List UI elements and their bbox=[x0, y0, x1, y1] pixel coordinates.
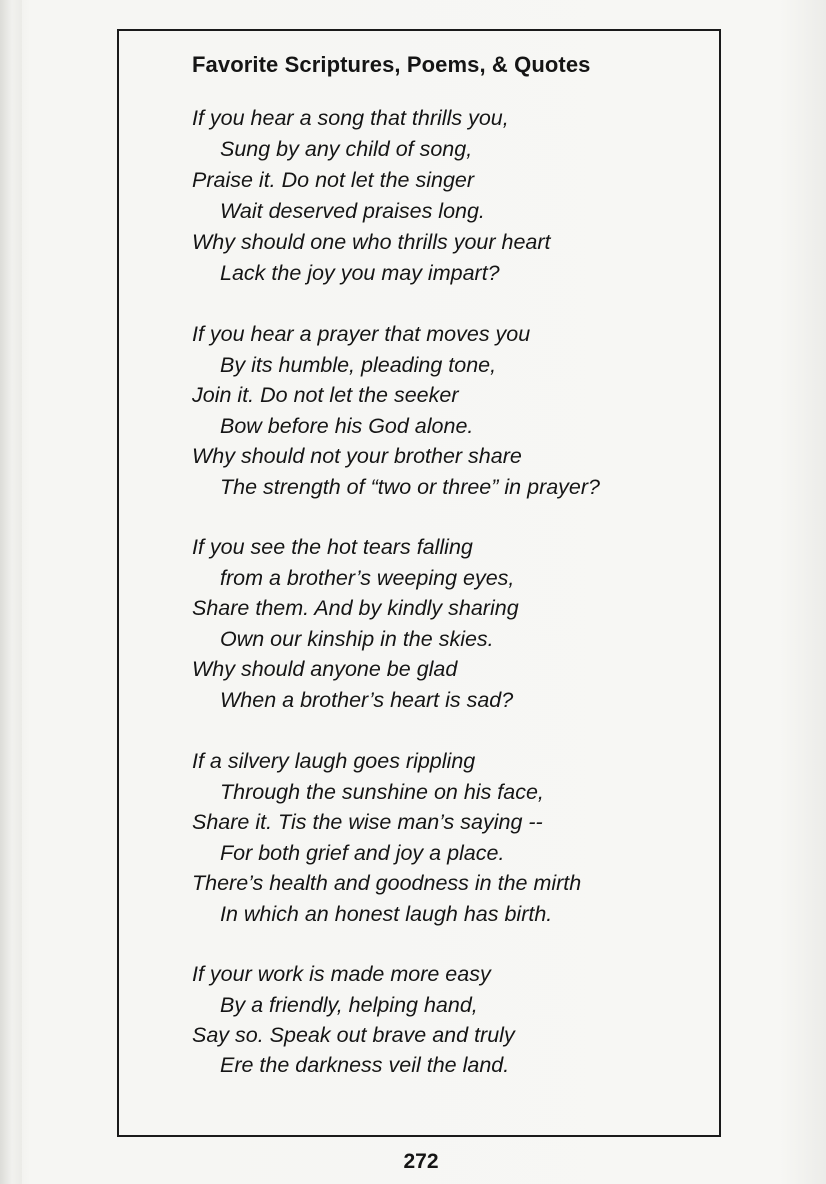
poem-line: Say so. Speak out brave and truly bbox=[192, 1023, 515, 1047]
poem-line: Praise it. Do not let the singer bbox=[192, 168, 475, 192]
poem-line: from a brother’s weeping eyes, bbox=[220, 566, 515, 590]
poem-line: Join it. Do not let the seeker bbox=[192, 383, 459, 407]
poem-line: By a friendly, helping hand, bbox=[220, 993, 478, 1017]
page-title: Favorite Scriptures, Poems, & Quotes bbox=[192, 52, 591, 77]
poem-line: In which an honest laugh has birth. bbox=[220, 902, 553, 926]
poem-line: Own our kinship in the skies. bbox=[220, 627, 494, 651]
poem-line: Why should one who thrills your heart bbox=[192, 230, 551, 254]
poem-line: Through the sunshine on his face, bbox=[220, 780, 544, 804]
poem-line: If you hear a song that thrills you, bbox=[192, 106, 509, 130]
poem-line: There’s health and goodness in the mirth bbox=[192, 871, 582, 895]
poem-line: Wait deserved praises long. bbox=[220, 199, 485, 223]
page-number: 272 bbox=[403, 1150, 439, 1173]
poem-line: The strength of “two or three” in prayer? bbox=[220, 475, 601, 499]
page-spine-shadow bbox=[0, 0, 22, 1184]
poem-line: If a silvery laugh goes rippling bbox=[192, 749, 476, 773]
poem-line: Sung by any child of song, bbox=[220, 137, 473, 161]
poem-line: When a brother’s heart is sad? bbox=[220, 688, 514, 712]
poem-line: By its humble, pleading tone, bbox=[220, 353, 497, 377]
poem-line: Share them. And by kindly sharing bbox=[192, 596, 519, 620]
poem-line: For both grief and joy a place. bbox=[220, 841, 505, 865]
poem-line: Why should anyone be glad bbox=[192, 657, 458, 681]
poem-line: If you hear a prayer that moves you bbox=[192, 322, 531, 346]
poem-line: If your work is made more easy bbox=[192, 962, 491, 986]
poem-line: Lack the joy you may impart? bbox=[220, 261, 500, 285]
poem-line: Bow before his God alone. bbox=[220, 414, 474, 438]
poem-line: If you see the hot tears falling bbox=[192, 535, 473, 559]
poem-line: Ere the darkness veil the land. bbox=[220, 1053, 510, 1077]
poem-line: Share it. Tis the wise man’s saying -- bbox=[192, 810, 543, 834]
poem-line: Why should not your brother share bbox=[192, 444, 522, 468]
